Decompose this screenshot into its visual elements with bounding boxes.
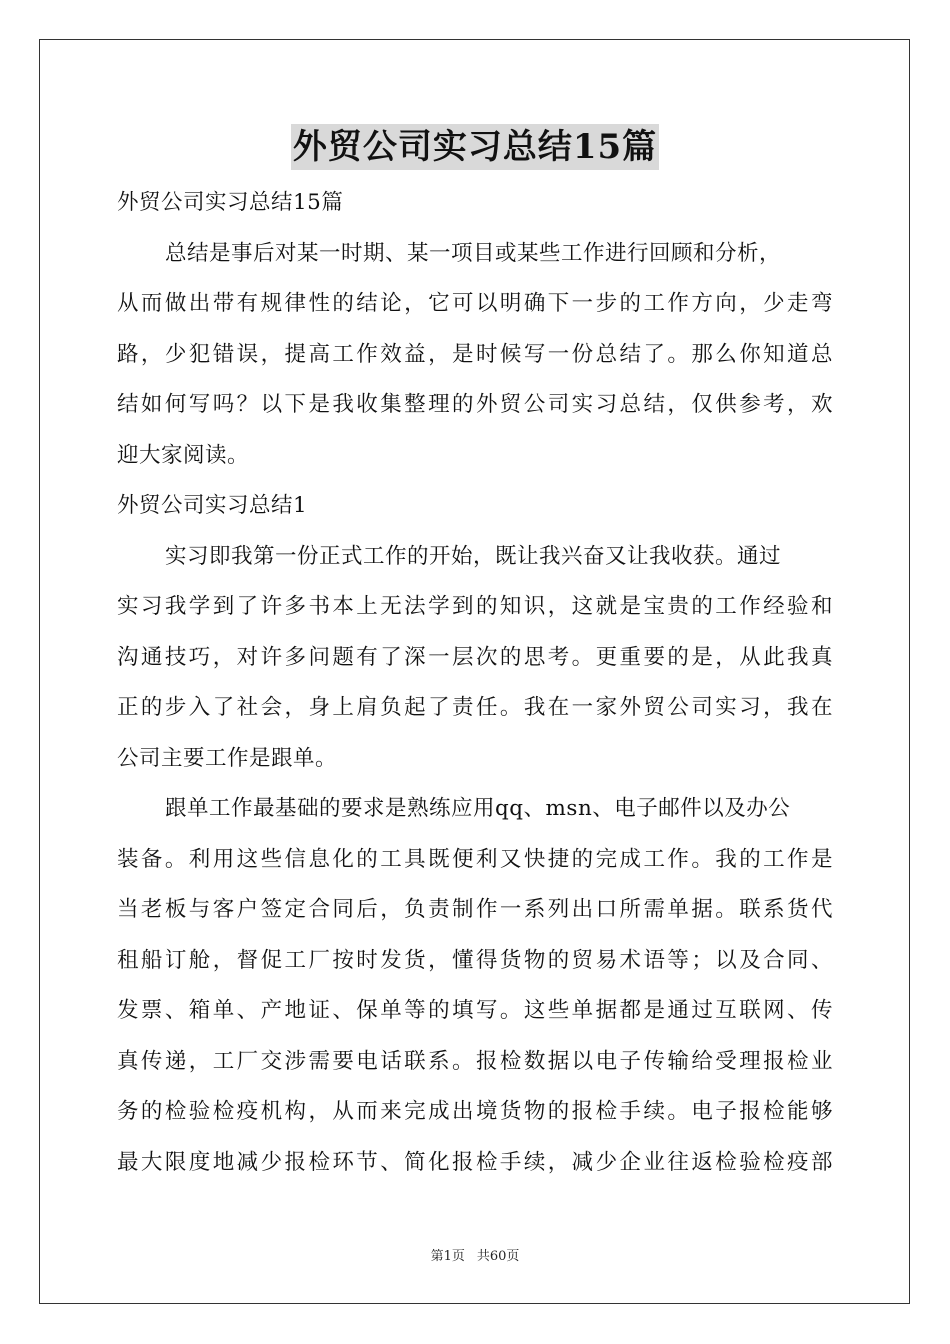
section-heading: 外贸公司实习总结1 <box>117 493 308 518</box>
paragraph-line: 租船订舱，督促工厂按时发货，懂得货物的贸易术语等；以及合同、 <box>117 947 833 973</box>
page-number: 第1页 <box>430 1249 465 1264</box>
paragraph-line: 实习我学到了许多书本上无法学到的知识，这就是宝贵的工作经验和 <box>117 594 833 619</box>
paragraph-line: 真传递，工厂交涉需要电话联系。报检数据以电子传输给受理报检业 <box>117 1048 833 1074</box>
page-footer <box>0 1248 950 1266</box>
paragraph-line: 公司主要工作是跟单。 <box>117 745 338 771</box>
paragraph-line: 务的检验检疫机构，从而来完成出境货物的报检手续。电子报检能够 <box>117 1099 833 1124</box>
paragraph-line: 实习即我第一份正式工作的开始，既让我兴奋又让我收获。通过 <box>165 543 782 569</box>
document-title: 外贸公司实习总结15篇 <box>291 124 659 170</box>
paragraph-line: 沟通技巧，对许多问题有了深一层次的思考。更重要的是，从此我真 <box>117 644 833 670</box>
paragraph-line: 从而做出带有规律性的结论，它可以明确下一步的工作方向，少走弯 <box>117 291 833 316</box>
paragraph-line: 结如何写吗？以下是我收集整理的外贸公司实习总结，仅供参考，欢 <box>117 392 833 417</box>
paragraph-line: 最大限度地减少报检环节、简化报检手续，减少企业往返检验检疫部 <box>117 1149 833 1175</box>
paragraph-line: 装备。利用这些信息化的工具既便利又快捷的完成工作。我的工作是 <box>117 846 833 872</box>
paragraph-line: 总结是事后对某一时期、某一项目或某些工作进行回顾和分析， <box>165 240 782 266</box>
paragraph-line: 跟单工作最基础的要求是熟练应用qq、msn、电子邮件以及办公 <box>165 796 791 821</box>
title-container <box>0 124 950 170</box>
paragraph-line: 迎大家阅读。 <box>117 442 250 468</box>
paragraph-line: 当老板与客户签定合同后，负责制作一系列出口所需单据。联系货代 <box>117 897 833 922</box>
paragraph-line: 正的步入了社会，身上肩负起了责任。我在一家外贸公司实习，我在 <box>117 695 833 720</box>
subtitle-line: 外贸公司实习总结15篇 <box>117 190 344 215</box>
page-total: 共60页 <box>476 1249 520 1264</box>
paragraph-line: 发票、箱单、产地证、保单等的填写。这些单据都是通过互联网、传 <box>117 998 833 1023</box>
document-body <box>117 178 833 1188</box>
paragraph-line: 路，少犯错误，提高工作效益，是时候写一份总结了。那么你知道总 <box>117 341 833 367</box>
